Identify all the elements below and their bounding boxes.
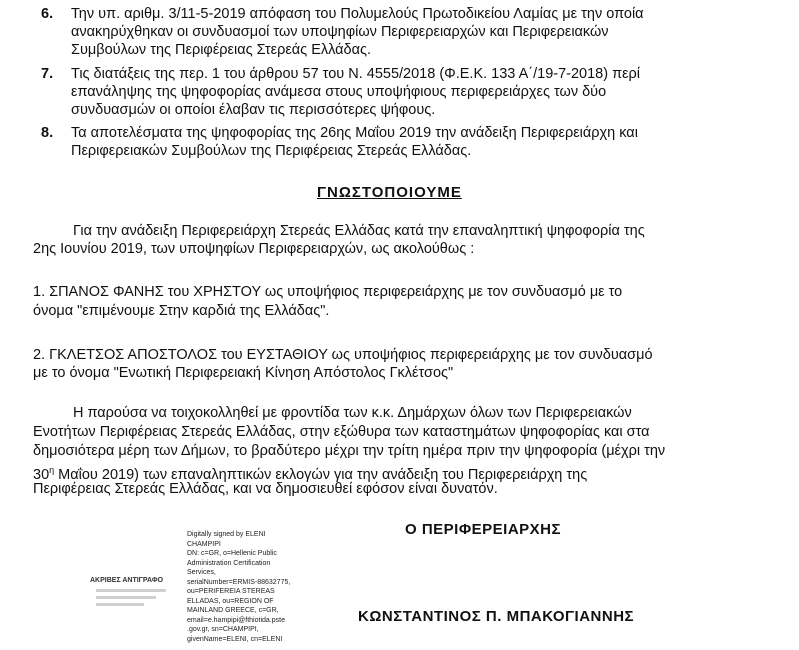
signature-line: serialNumber=ERMIS-88632775, [187,578,291,586]
closing-line: Ενοτήτων Περιφέρειας Στερεάς Ελλάδας, στην εξώθυρα των καταστημάτων ψηφοφορίας και στα [33,424,650,440]
signer-title: Ο ΠΕΡΙΦΕΡΕΙΑΡΧΗΣ [405,521,562,538]
certified-copy-stamp [90,577,180,617]
signature-line: DN: c=GR, o=Hellenic Public [187,550,277,557]
date-day: 30 [33,466,50,483]
signature-line: CHAMPIPI [187,540,221,548]
candidate-line: όνομα "επιμένουμε Στην καρδιά της Ελλάδας". [33,303,330,319]
signer-name: ΚΩΝΣΤΑΝΤΙΝΟΣ Π. ΜΠΑΚΟΓΙΑΝΝΗΣ [358,608,635,625]
stamp-title: ΑΚΡΙΒΕΣ ΑΝΤΙΓΡΑΦΟ [90,577,164,584]
stamp-faint-line [96,603,144,606]
signature-line: MAINLAND GREECE, c=GR, [187,607,279,614]
signature-line: email=e.hampipi@fthiotida.pste [187,616,285,624]
section-heading: ΓΝΩΣΤΟΠΟΙΟΥΜΕ [317,184,462,201]
stamp-faint-line [96,596,156,599]
intro-line: Για την ανάδειξη Περιφερειάρχη Στερεάς Ελλάδας κατά την επαναληπτική ψηφοφορία της [73,223,645,239]
item-line: Περιφερειακών Συμβούλων της Περιφέρειας Στερεάς Ελλάδας. [71,143,472,159]
item-line: Συμβούλων της Περιφέρειας Στερεάς Ελλάδας. [71,42,372,58]
item-number: 8. [41,125,54,141]
stamp-faint-line [96,589,166,592]
closing-line: δημοσιότερα μέρη των Δήμων, το βραδύτερο μέχρι την τρίτη ημέρα πριν την ψηφοφορία (μέχρι την [33,443,666,459]
item-line: Τα αποτελέσματα της ψηφοφορίας της 26ης Μαΐου 2019 την ανάδειξη Περιφερειάρχη και [71,125,638,141]
closing-line: Περιφέρειας Στερεάς Ελλάδας, και να δημοσιευθεί εφόσον είναι δυνατόν. [33,481,498,497]
closing-line: Η παρούσα να τοιχοκολληθεί με φροντίδα των κ.κ. Δημάρχων όλων των Περιφερειακών [73,405,632,421]
signature-line: .gov.gr, sn=CHAMPIPI, [187,626,259,633]
date-superscript: η [49,465,55,475]
item-line: συνδυασμών οι οποίοι έλαβαν τις περισσότερες ψήφους. [71,102,436,118]
intro-line: 2ης Ιουνίου 2019, των υποψηφίων Περιφερειαρχών, ως ακολούθως : [33,241,475,257]
signature-line: Administration Certification [187,559,271,567]
digital-signature-block [187,530,307,644]
item-line: Την υπ. αριθμ. 3/11-5-2019 απόφαση του Πολυμελούς Πρωτοδικείου Λαμίας με την οποία [71,6,644,22]
item-line: Τις διατάξεις της περ. 1 του άρθρου 57 του Ν. 4555/2018 (Φ.Ε.Κ. 133 Α΄/19-7-2018) περί [71,66,641,82]
signature-line: Services, [187,569,216,576]
candidate-line: 2. ΓΚΛΕΤΣΟΣ ΑΠΟΣΤΟΛΟΣ του ΕΥΣΤΑΘΙΟΥ ως υποψήφιος περιφερειάρχης με τον συνδυασμό [33,347,653,363]
candidate-line: με το όνομα "Ενωτική Περιφερειακή Κίνηση Απόστολος Γκλέτσος" [33,365,454,381]
item-number: 7. [41,66,54,82]
signature-line: givenName=ELENI, cn=ELENI [187,635,283,643]
closing-line-rest: Μαΐου 2019) των επαναληπτικών εκλογών για την ανάδειξη του Περιφερειάρχη της [54,466,588,483]
signature-line: ou=PERIFEREIA STEREAS [187,588,275,595]
item-line: επανάληψης της ψηφοφορίας ανάμεσα στους υποψήφιους περιφερειάρχες των δύο [71,84,607,100]
item-line: ανακηρύχθηκαν οι συνδυασμοί των υποψηφίων Περιφερειαρχών και Περιφερειακών [71,24,609,40]
signature-line: Digitally signed by ELENI [187,531,266,538]
candidate-line: 1. ΣΠΑΝΟΣ ΦΑΝΗΣ του ΧΡΗΣΤΟΥ ως υποψήφιος περιφερειάρχης με τον συνδυασμό με το [33,284,623,300]
item-number: 6. [41,6,54,22]
signature-line: ELLADAS, ou=REGION OF [187,597,274,605]
